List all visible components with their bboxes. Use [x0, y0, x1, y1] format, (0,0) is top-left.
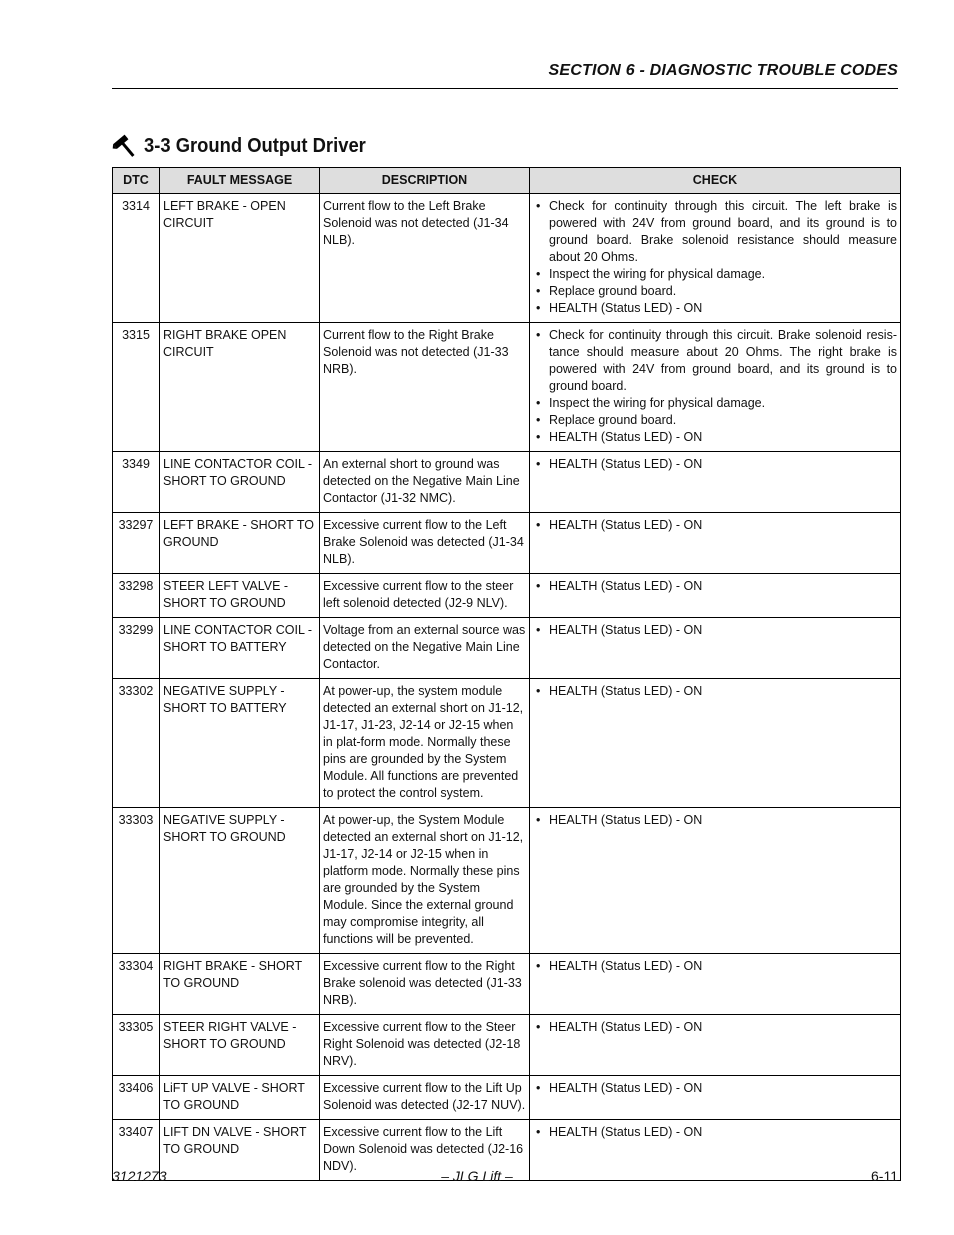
dtc-code: 33406 [113, 1076, 160, 1120]
check-list [533, 958, 897, 975]
fault-description: At power-up, the System Module detected an external short on J1-12, J1-17, J2-14 or J2-15 when in platform mode. Normally these pins are grounded by the System Module. Since the external ground may compromise integrity, all functions will be prevented. [320, 808, 530, 954]
dtc-code: 33299 [113, 618, 160, 679]
check-list [533, 456, 897, 473]
check-item: • HEALTH (Status LED) - ON [533, 429, 897, 446]
dtc-code: 33297 [113, 513, 160, 574]
table-header-row [113, 168, 901, 194]
check-item: • HEALTH (Status LED) - ON [533, 578, 897, 595]
dtc-code: 33303 [113, 808, 160, 954]
check-list [533, 1019, 897, 1036]
table-row [113, 954, 901, 1015]
dtc-code: 33298 [113, 574, 160, 618]
check-item: • HEALTH (Status LED) - ON [533, 1124, 897, 1141]
check-item: • HEALTH (Status LED) - ON [533, 456, 897, 473]
section-header: SECTION 6 - DIAGNOSTIC TROUBLE CODES [548, 62, 898, 79]
check-item: • HEALTH (Status LED) - ON [533, 958, 897, 975]
check-item: • HEALTH (Status LED) - ON [533, 812, 897, 829]
table-row [113, 618, 901, 679]
check-list [533, 198, 897, 317]
table-row [113, 808, 901, 954]
dtc-code: 33302 [113, 679, 160, 808]
check-cell [530, 954, 901, 1015]
fault-message: NEGATIVE SUPPLY - SHORT TO BATTERY [160, 679, 320, 808]
fault-message: LiFT UP VALVE - SHORT TO GROUND [160, 1076, 320, 1120]
brand-footer: – JLG Lift – [441, 1168, 513, 1184]
header-rule [112, 88, 898, 89]
check-cell [530, 1076, 901, 1120]
fault-description: Excessive current flow to the Left Brake Solenoid was detected (J1-34 NLB). [320, 513, 530, 574]
table-row [113, 194, 901, 323]
dtc-code: 33407 [113, 1120, 160, 1181]
check-cell [530, 808, 901, 954]
check-list [533, 327, 897, 446]
check-item: • Check for continuity through this circuit. The left brake is powered with 24V from ground board, and its ground is to ground board. Brake solenoid resistance should measure about 20 Ohms. [533, 198, 897, 266]
check-list [533, 622, 897, 639]
check-cell [530, 679, 901, 808]
check-list [533, 1080, 897, 1097]
hammer-icon [112, 133, 138, 159]
check-item: • Check for continuity through this circuit. Brake solenoid resis-tance should measure about 20 Ohms. The right brake is powered with 24V from ground board, and its ground is to ground board. [533, 327, 897, 395]
col-header-description: DESCRIPTION [320, 168, 530, 194]
fault-description: Excessive current flow to the steer left solenoid detected (J2-9 NLV). [320, 574, 530, 618]
check-list [533, 1124, 897, 1141]
table-row [113, 452, 901, 513]
fault-description: Voltage from an external source was detected on the Negative Main Line Contactor. [320, 618, 530, 679]
fault-message: LINE CONTACTOR COIL - SHORT TO BATTERY [160, 618, 320, 679]
check-item: • Replace ground board. [533, 412, 897, 429]
table-body [113, 194, 901, 1181]
check-list [533, 517, 897, 534]
fault-description: At power-up, the system module detected an external short on J1-12, J1-17, J1-23, J2-14 or J2-15 when in plat-form mode. Normally these pins are grounded by the System Module. All functions are prevented to protect the control system. [320, 679, 530, 808]
col-header-check: CHECK [530, 168, 901, 194]
fault-message: RIGHT BRAKE - SHORT TO GROUND [160, 954, 320, 1015]
fault-message: STEER LEFT VALVE - SHORT TO GROUND [160, 574, 320, 618]
check-cell [530, 618, 901, 679]
fault-message: LIFT DN VALVE - SHORT TO GROUND [160, 1120, 320, 1181]
section-title: 3-3 Ground Output Driver [144, 134, 366, 157]
page-number: 6-11 [871, 1168, 898, 1184]
table-row [113, 1015, 901, 1076]
doc-number: 3121273 [112, 1168, 167, 1184]
fault-message: LEFT BRAKE - OPEN CIRCUIT [160, 194, 320, 323]
fault-message: STEER RIGHT VALVE - SHORT TO GROUND [160, 1015, 320, 1076]
table-row [113, 323, 901, 452]
fault-description: Current flow to the Left Brake Solenoid was not detected (J1-34 NLB). [320, 194, 530, 323]
check-list [533, 683, 897, 700]
check-item: • HEALTH (Status LED) - ON [533, 517, 897, 534]
check-list [533, 812, 897, 829]
dtc-code: 3349 [113, 452, 160, 513]
fault-message: LEFT BRAKE - SHORT TO GROUND [160, 513, 320, 574]
check-item: • Replace ground board. [533, 283, 897, 300]
dtc-code: 33305 [113, 1015, 160, 1076]
check-cell [530, 574, 901, 618]
check-item: • Inspect the wiring for physical damage. [533, 266, 897, 283]
check-cell [530, 194, 901, 323]
check-list [533, 578, 897, 595]
fault-description: Excessive current flow to the Lift Down Solenoid was detected (J2-16 NDV). [320, 1120, 530, 1181]
fault-description: Current flow to the Right Brake Solenoid was not detected (J1-33 NRB). [320, 323, 530, 452]
fault-description: An external short to ground was detected on the Negative Main Line Contactor (J1-32 NMC). [320, 452, 530, 513]
fault-description: Excessive current flow to the Steer Right Solenoid was detected (J2-18 NRV). [320, 1015, 530, 1076]
dtc-code: 3315 [113, 323, 160, 452]
section-title-row [112, 132, 385, 160]
check-cell [530, 513, 901, 574]
col-header-dtc: DTC [113, 168, 160, 194]
fault-message: LINE CONTACTOR COIL - SHORT TO GROUND [160, 452, 320, 513]
fault-message: NEGATIVE SUPPLY - SHORT TO GROUND [160, 808, 320, 954]
check-cell [530, 1015, 901, 1076]
table-row [113, 513, 901, 574]
check-item: • Inspect the wiring for physical damage. [533, 395, 897, 412]
check-item: • HEALTH (Status LED) - ON [533, 622, 897, 639]
check-item: • HEALTH (Status LED) - ON [533, 1019, 897, 1036]
fault-description: Excessive current flow to the Lift Up Solenoid was detected (J2-17 NUV). [320, 1076, 530, 1120]
col-header-fault-message: FAULT MESSAGE [160, 168, 320, 194]
fault-description: Excessive current flow to the Right Brake solenoid was detected (J1-33 NRB). [320, 954, 530, 1015]
table-row [113, 679, 901, 808]
check-cell [530, 452, 901, 513]
check-item: • HEALTH (Status LED) - ON [533, 683, 897, 700]
check-cell [530, 323, 901, 452]
dtc-code: 33304 [113, 954, 160, 1015]
table-row [113, 1076, 901, 1120]
check-item: • HEALTH (Status LED) - ON [533, 300, 897, 317]
table-row [113, 574, 901, 618]
check-item: • HEALTH (Status LED) - ON [533, 1080, 897, 1097]
dtc-table [112, 167, 901, 1181]
dtc-code: 3314 [113, 194, 160, 323]
fault-message: RIGHT BRAKE OPEN CIRCUIT [160, 323, 320, 452]
